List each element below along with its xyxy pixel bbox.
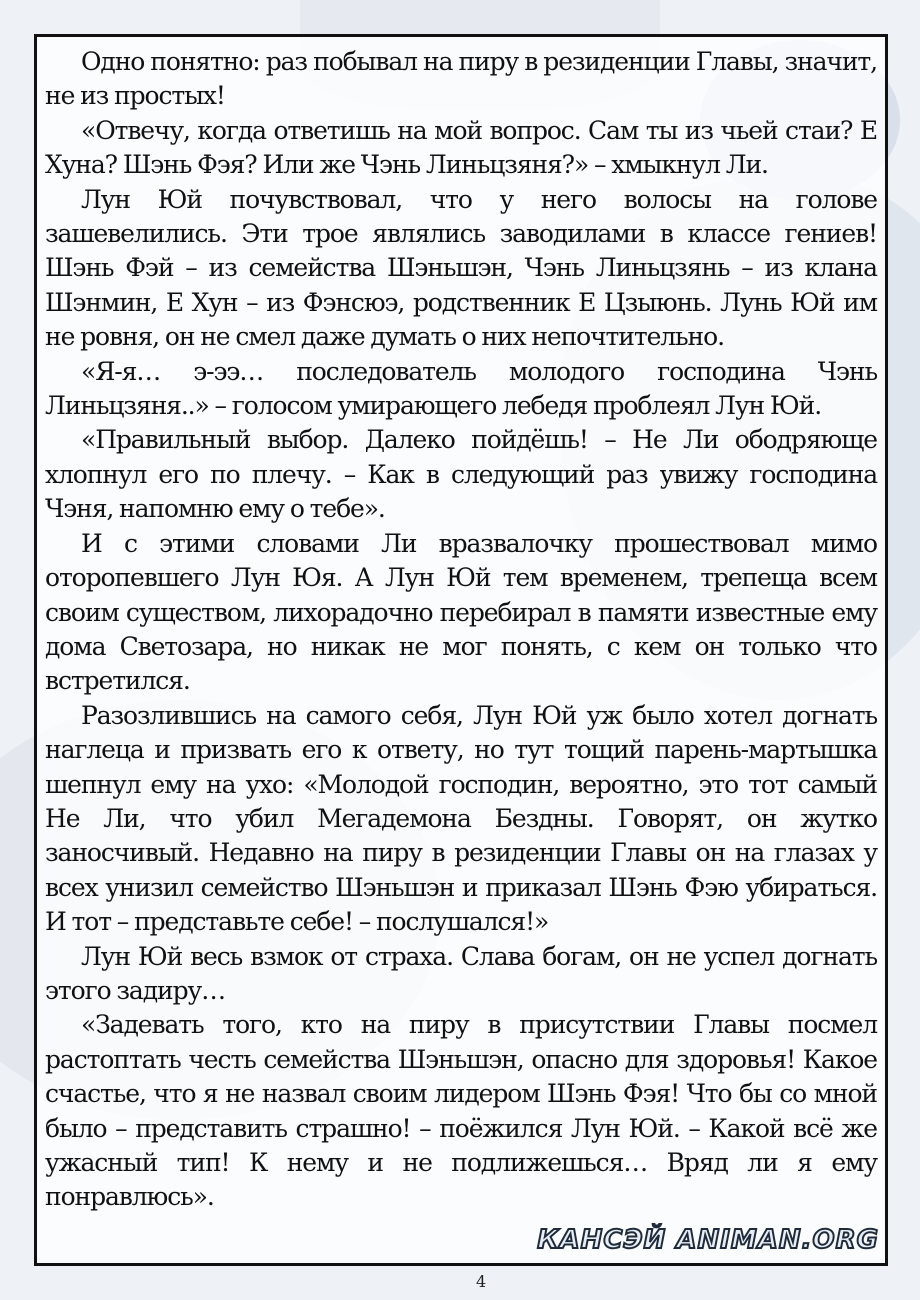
paragraph: «Задевать того, кто на пиру в присутствии Главы посмел растоптать честь семейства Шэньшэн, опасно для здоровья! Какое счастье, что я не назвал своим лидером Шэнь Фэя! Что бы со мной было – представить страшно! – поёжился Лун Юй. – Какой всё же ужасный тип! К нему и не подлижешься… Вряд ли я ему понравлюсь». — [45, 1010, 877, 1212]
paragraph: «Правильный выбор. Далеко пойдёшь! – Не Ли ободряюще хлопнул его по плечу. – Как в следующий раз увижу господина Чэня, напомню ему о тебе». — [45, 425, 877, 524]
paragraph: Лун Юй весь взмок от страха. Слава богам, он не успел догнать этого задиру… — [45, 941, 877, 1005]
watermark-logo: КАНСЭЙ ANIMAN.ORG — [537, 1225, 879, 1255]
text-panel — [34, 34, 888, 1266]
paragraph: «Я-я… э-ээ… последователь молодого господина Чэнь Линьцзяня..» – голосом умирающего лебедя проблеял Лун Юй. — [45, 356, 877, 421]
page-number: 4 — [476, 1272, 487, 1291]
paragraph: И с этими словами Ли вразвалочку прошествовал мимо оторопевшего Лун Юя. А Лун Юй тем временем, трепеща всем своим существом, лихорадочно перебирал в памяти известные ему дома Светозара, но никак не мог понять, с кем он только что встретился. — [45, 528, 877, 696]
body-text — [45, 45, 877, 1215]
paragraph: Лун Юй почувствовал, что у него волосы на голове зашевелились. Эти трое являлись заводилами в классе гениев! Шэнь Фэй – из семейства Шэньшэн, Чэнь Линьцзянь – из клана Шэнмин, Е Хун – из Фэнсюэ, родственник Е Цзыюнь. Лунь Юй им не ровня, он не смел даже думать о них непочтительно. — [45, 184, 877, 352]
paragraph: Одно понятно: раз побывал на пиру в резиденции Главы, значит, не из простых! — [45, 47, 877, 111]
paragraph: Разозлившись на самого себя, Лун Юй уж было хотел догнать наглеца и призвать его к ответу, но тут тощий парень-мартышка шепнул ему на ухо: «Молодой господин, вероятно, это тот самый Не Ли, что убил Мегадемона Бездны. Говорят, он жутко заносчивый. Недавно на пиру в резиденции Главы он на глазах у всех унизил семейство Шэньшэн и приказал Шэнь Фэю убираться. И тот – представьте себе! – послушался!» — [45, 700, 877, 937]
paragraph: «Отвечу, когда ответишь на мой вопрос. Сам ты из чьей стаи? Е Хуна? Шэнь Фэя? Или же Чэнь Линьцзяня?» – хмыкнул Ли. — [45, 115, 877, 180]
